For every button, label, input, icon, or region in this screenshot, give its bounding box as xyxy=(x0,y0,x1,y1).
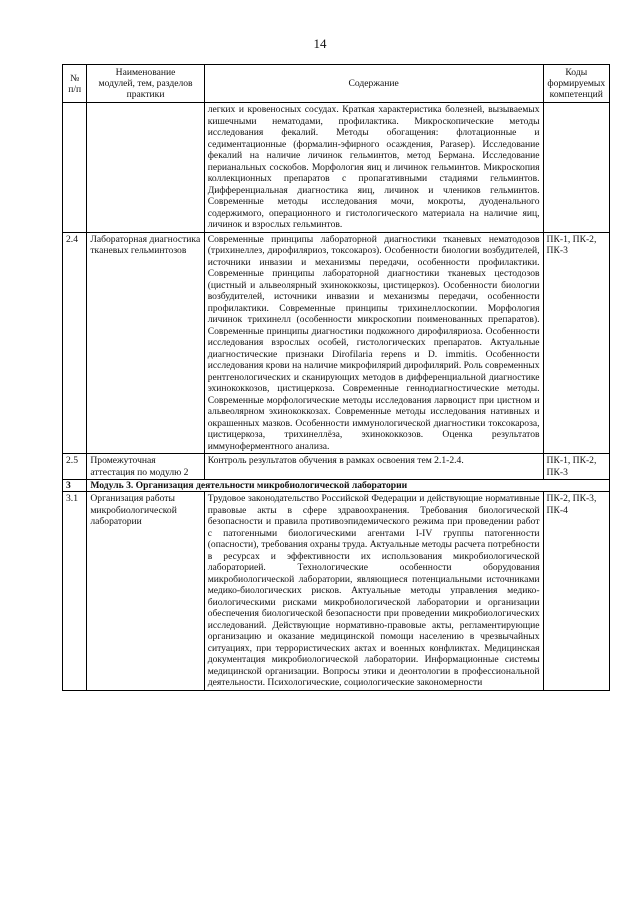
row-content: легких и кровеносных сосудах. Краткая характеристика болезней, вызываемых кишечными нематодами, профилактика. Микроскопические методы исследования фекалий. Методы обогащения: флотационные и седиментационные (формалин-эфирного осаждения, Parasep). Исследование фекалий на наличие личинок гельминтов, метод Бермана. Исследование перианальных соскобов. Морфология яиц и личинок гельминтов. Микроскопия коллекционных препаратов с пропагативными стадиями гельминтов. Дифференциальная диагностика яиц, личинок и члеников гельминтов. Современные методы исследования мочи, мокроты, дуоденального содержимого, операционного и гистологического материала на наличие яиц, личинок и взрослых гельминтов. xyxy=(204,103,543,233)
row-codes xyxy=(543,103,609,233)
row-num: 2.5 xyxy=(63,454,87,480)
page-number: 14 xyxy=(313,36,327,51)
row-codes: ПК-1, ПК-2, ПК-3 xyxy=(543,232,609,454)
row-content: Современные принципы лабораторной диагностики тканевых нематодозов (трихинеллез, дирофиляриоз, токсокароз). Особенности биологии возбудителей, источники инвазии и механизмы передачи, особенности профилактики. Современные принципы лабораторной диагностики тканевых цестодозов (цистный и альвеолярный эхинококкозы, цистицеркоз). Особенности биологии возбудителей, источники инвазии и механизмы передачи, особенности профилактики. Современные принципы трихинеллоскопии. Морфология личинок трихинелл (особенности микроскопии поименованных препаратов). Современные принципы диагностики подкожного дирофиляриоза. Особенности исследования взрослых особей, гистологических препаратов. Актуальные диагностические признаки Dirofilaria repens и D. immitis. Особенности исследования крови на наличие микрофилярий дирофилярий. Роль современных рентгенологических и сканирующих методов в дифференциальной диагностике эхинококкозов, цистицеркоза. Современные геннодиагностические методы. Современные морфологические методы исследования ларвоцист при цистном и альвеолярном эхинококкозах. Современные методы исследования нативных и окрашенных мазков. Особенности иммунологической диагностики токсокароза, цистицеркоза, трихинеллёза, эхинококкозов. Оценка результатов иммуноферментного анализа. xyxy=(204,232,543,454)
row-num xyxy=(63,103,87,233)
row-codes: ПК-2, ПК-3, ПК-4 xyxy=(543,492,609,691)
table-header-row xyxy=(63,65,610,103)
row-name xyxy=(87,103,204,233)
header-content: Содержание xyxy=(204,65,543,103)
module-num: 3 xyxy=(63,480,87,492)
row-name: Промежуточная аттестация по модулю 2 xyxy=(87,454,204,480)
row-content: Контроль результатов обучения в рамках освоения тем 2.1-2.4. xyxy=(204,454,543,480)
row-num: 3.1 xyxy=(63,492,87,691)
header-name: Наименование модулей, тем, разделов практики xyxy=(87,65,204,103)
row-name: Организация работы микробиологической лаборатории xyxy=(87,492,204,691)
table-row xyxy=(63,454,610,480)
header-num: № п/п xyxy=(63,65,87,103)
row-content: Трудовое законодательство Российской Федерации и действующие нормативные правовые акты в сфере здравоохранения. Требования биологической безопасности и правила противоэпидемического режима при проведении работ с патогенными биологическими агентами I-IV группы патогенности (опасности), требования охраны труда. Актуальные методы расчета потребности в ресурсах и эффективности их использования микробиологической лабораторией. Технологические особенности оборудования микробиологической лаборатории, являющиеся потенциальными источниками медико-биологических рисков. Актуальные методы управления медико-биологическими рисками микробиологической лаборатории и организации обеспечения биологической безопасности при проведении микробиологических исследований. Действующие нормативно-правовые акты, регламентирующие организацию и оказание медицинской помощи населению в чрезвычайных ситуациях, при террористических актах и военных конфликтах. Медицинская документация микробиологической лаборатории. Информационные системы медицинской организации. Вопросы этики и деонтологии в профессиональной деятельности. Психологические, социологические закономерности xyxy=(204,492,543,691)
table-row xyxy=(63,103,610,233)
row-num: 2.4 xyxy=(63,232,87,454)
header-codes: Коды формируемых компетенций xyxy=(543,65,609,103)
module-title: Модуль 3. Организация деятельности микробиологической лаборатории xyxy=(87,480,610,492)
module-row xyxy=(63,480,610,492)
table-row xyxy=(63,492,610,691)
row-codes: ПК-1, ПК-2, ПК-3 xyxy=(543,454,609,480)
row-name: Лабораторная диагностика тканевых гельминтозов xyxy=(87,232,204,454)
curriculum-table xyxy=(62,64,610,691)
table-row xyxy=(63,232,610,454)
